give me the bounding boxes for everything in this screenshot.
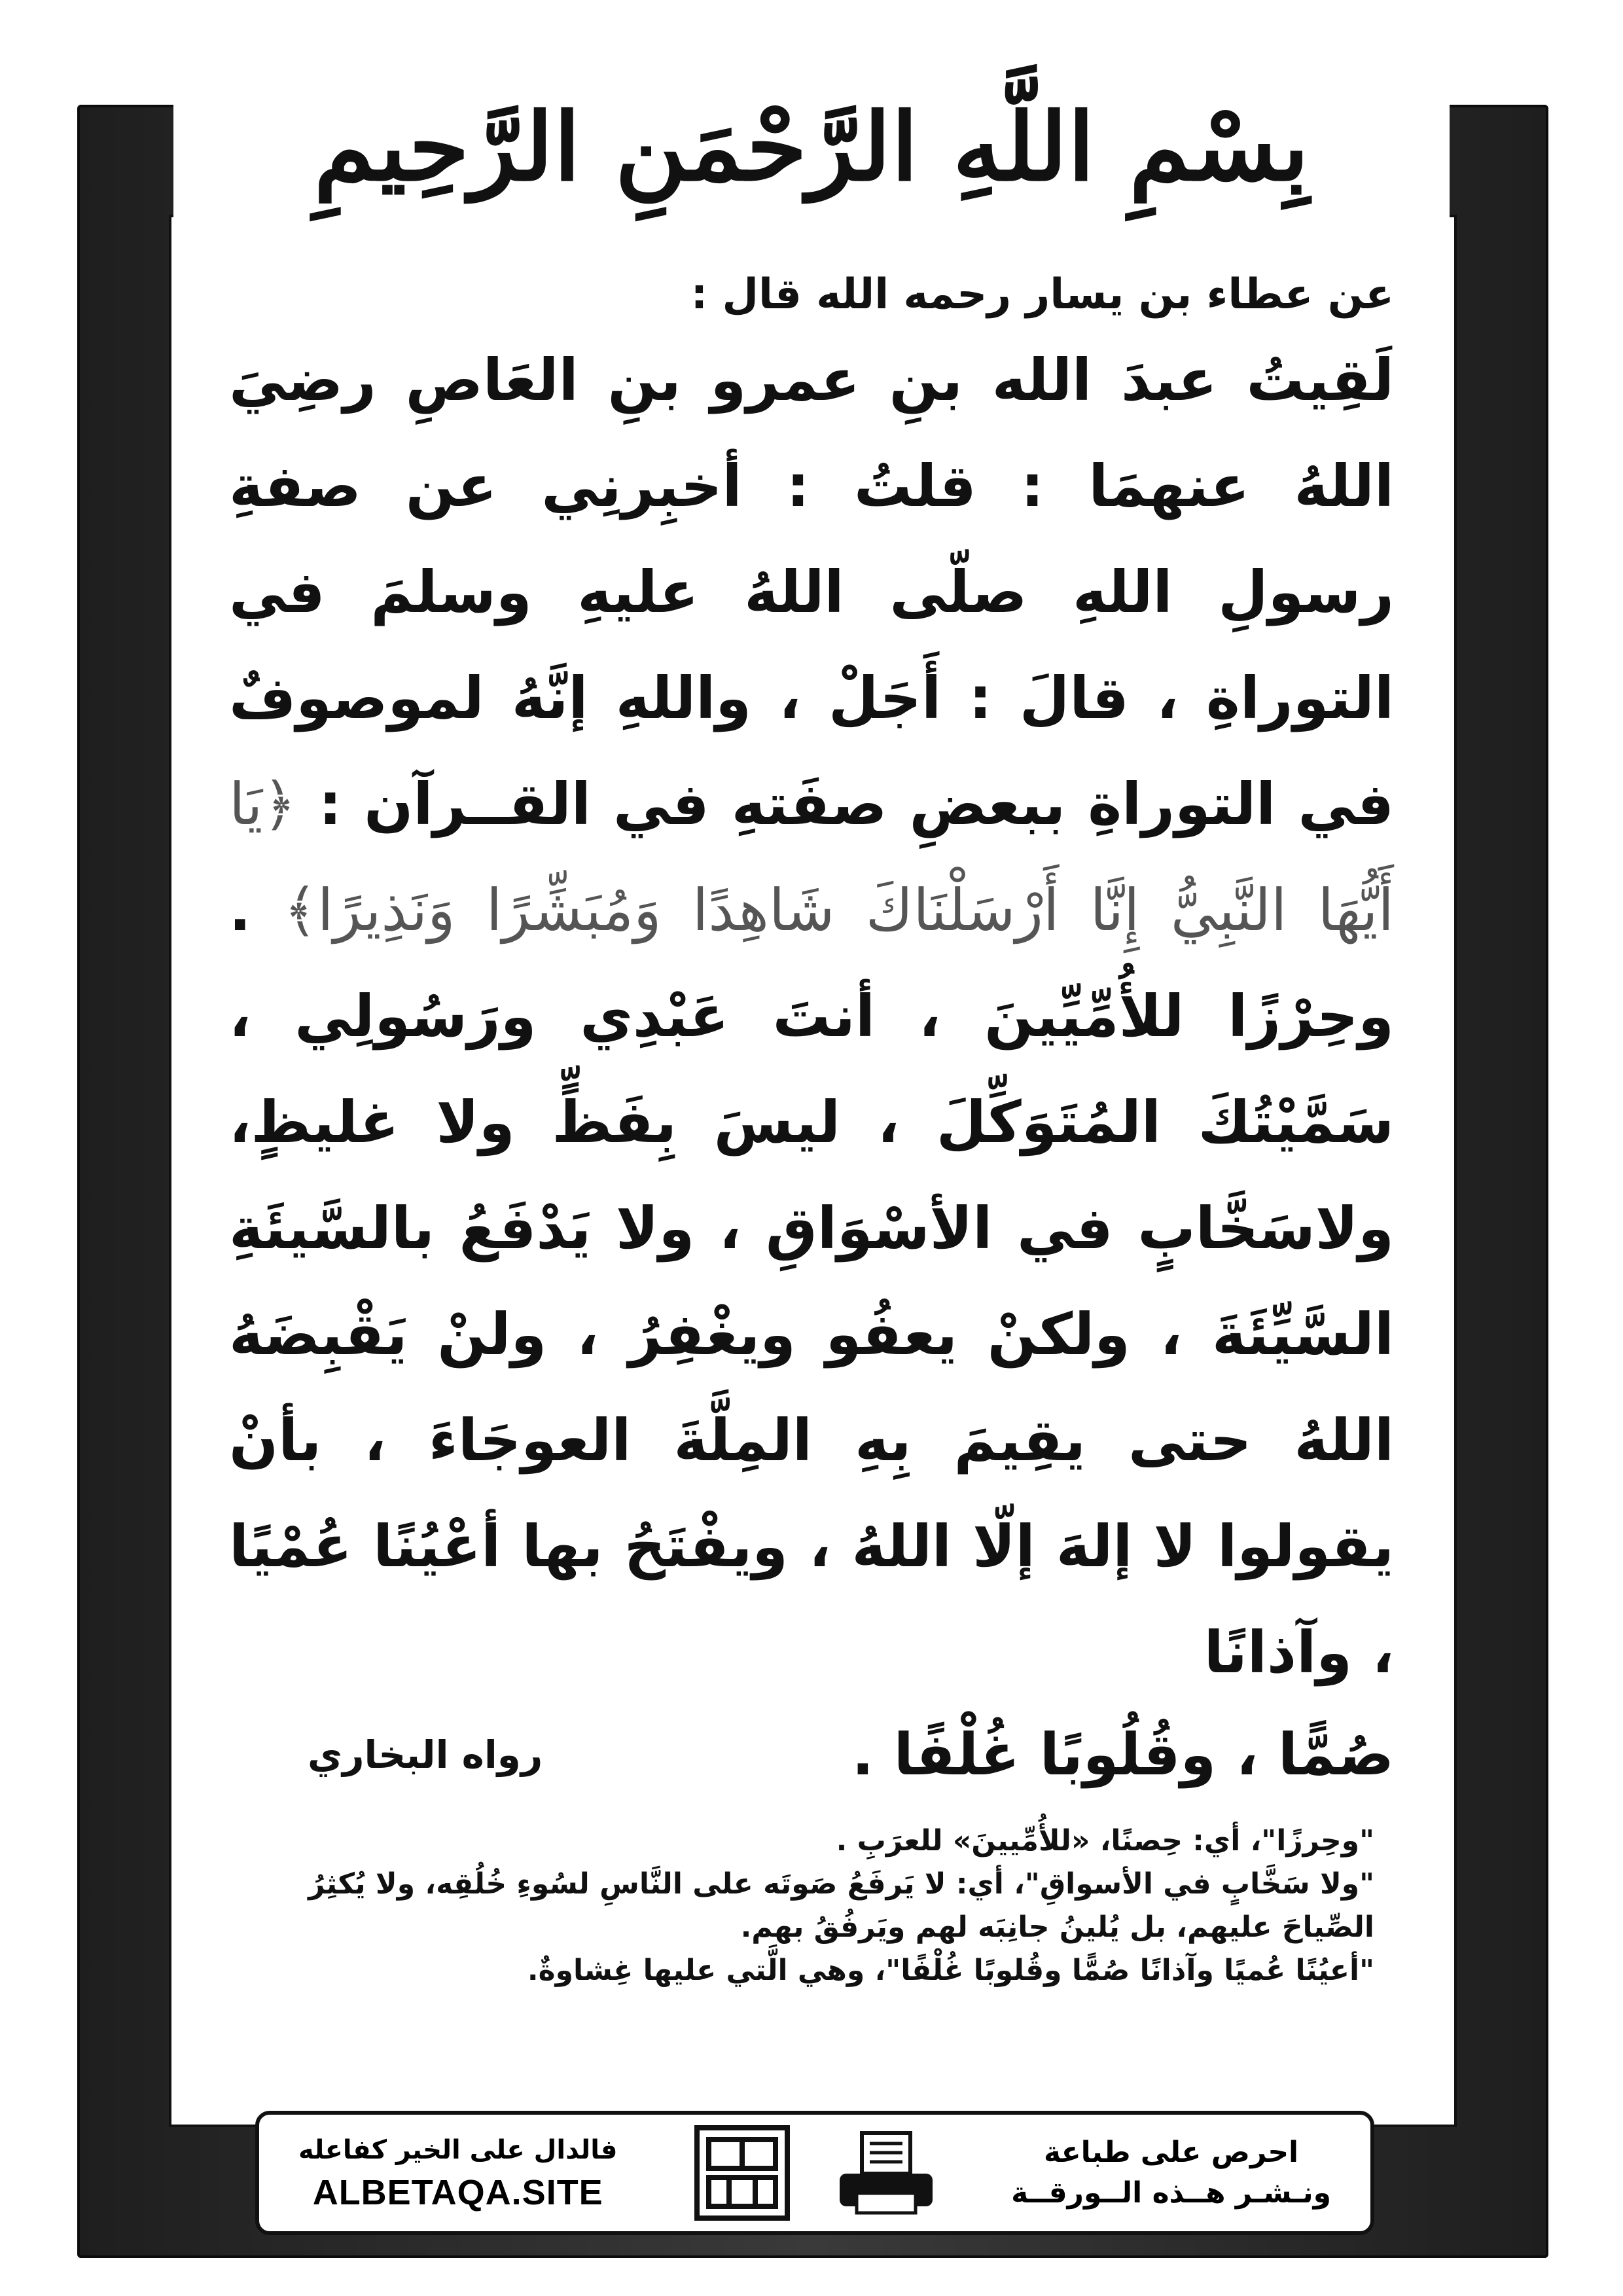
narration-row [229,1706,1394,1810]
hadith-body [229,327,1394,1706]
site-link[interactable]: ALBETAQA.SITE [312,2173,603,2212]
hadith-text-part1: لَقِيتُ عبدَ الله بنِ عمرو بنِ العَاصِ رضِيَ اللهُ عنهمَا : قلتُ : أخبِرنِي عن صفةِ رسولِ اللهِ صلّى اللهُ عليهِ وسلمَ في التوراةِ ، قالَ : أَجَلْ ، واللهِ إنَّهُ لموصوفٌ في التوراةِ ببعضِ صفَتهِ في القــرآن : [229,346,1394,838]
hadith-intro: عن عطاء بن يسار رحمه الله قال : [690,270,1394,319]
footer-motto: فالدال على الخير كفاعله [298,2135,618,2165]
print-note [1011,2132,1331,2214]
dawah-logo [690,2121,794,2225]
note-item: "ولا سَخَّابٍ في الأسواقِ"، أي: لا يَرفَعُ صَوتَه على النَّاسِ لسُوءِ خُلُقِه، ولا يُكثِرُ الصِّياحَ عليهم، بل يُلينُ جانِبَه لهم ويَرفُقُ بهم. [308,1867,1374,1944]
quran-verse: ﴿يَا أَيُّهَا النَّبِيُّ إِنَّا أَرْسَلْنَاكَ شَاهِدًا وَمُبَشِّرًا وَنَذِيرًا﴾ [229,770,1394,944]
hadith-content [229,262,1394,1810]
hadith-source: رواه البخاري [308,1732,543,1777]
bismillah-header [173,39,1450,255]
print-note-line: ونـشـر هــذه الــورقــة [1011,2176,1331,2210]
dawah-logo-icon [693,2124,791,2222]
footer-icons [690,2121,938,2225]
printer-icon [834,2121,938,2225]
footer-bar [255,2111,1374,2235]
note-item: "أعيُنًا عُميًا وآذانًا صُمًّا وقُلوبًا غُلْفًا"، وهي الَّتي عليها غِشاوةٌ. [527,1954,1374,1987]
hadith-text-part2: . وحِرْزًا للأُمِّيِّينَ ، أنتَ عَبْدِي ورَسُولِي ، سَمَّيْتُكَ المُتَوَكِّلَ ، ليسَ بِفَظٍّ ولا غليظٍ، ولاسَخَّابٍ في الأسْوَاقِ ، ولا يَدْفَعُ بالسَّيئَةِ السَّيِّئَةَ ، ولكنْ يعفُو ويغْفِرُ ، ولنْ يَقْبِضَهُ اللهُ حتى يقِيمَ بِهِ المِلَّةَ العوجَاءَ ، بأنْ يقولوا لا إلهَ إلّا اللهُ ، ويفْتَحُ بها أعْيُنًا عُمْيًا ، وآذانًا [229,876,1394,1686]
note-item: "وحِرزًا"، أي: حِصنًا، «للأُمِّيينَ» للعرَبِ . [836,1824,1374,1857]
explanation-notes [262,1820,1374,1992]
hadith-last-line: صُمًّا ، وقُلُوبًا غُلْفًا . [851,1721,1394,1788]
printer-icon-svg [837,2130,935,2215]
print-note-line: احرص على طباعة [1043,2136,1299,2169]
site-block [298,2130,617,2215]
bismillah-text: بِسْمِ اللَّهِ الرَّحْمَنِ الرَّحِيمِ [313,92,1310,202]
